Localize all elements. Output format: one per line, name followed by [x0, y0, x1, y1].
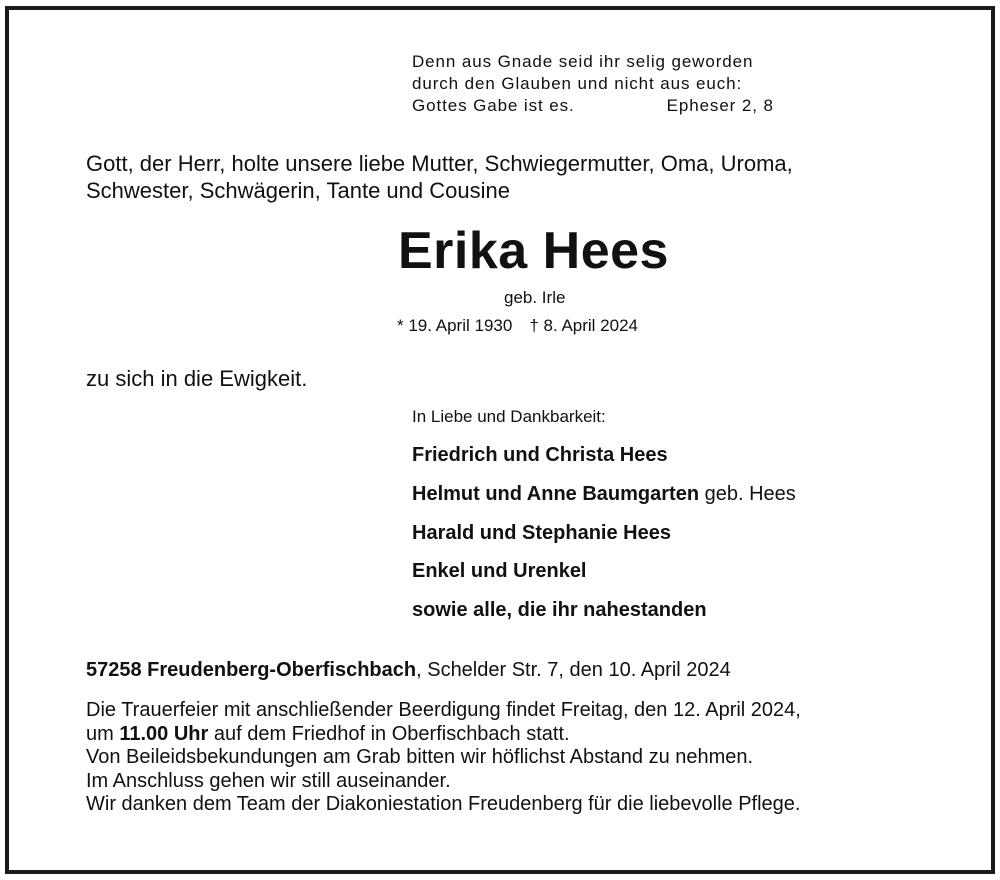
- mourner-3: Harald und Stephanie Hees: [412, 522, 671, 544]
- mourner-2: [412, 483, 796, 506]
- death-date: † 8. April 2024: [529, 316, 639, 335]
- details-line-4: Im Anschluss gehen wir still auseinander.: [86, 769, 451, 792]
- verse-text-3: Gottes Gabe ist es.: [412, 96, 575, 115]
- mourners-heading: In Liebe und Dankbarkeit:: [412, 407, 606, 426]
- verse-line-3: [412, 95, 774, 117]
- mourner-1: Friedrich und Christa Hees: [412, 444, 668, 466]
- bible-verse: [412, 51, 774, 117]
- verse-reference: Epheser 2, 8: [666, 96, 774, 115]
- life-dates: [397, 316, 638, 336]
- details-line-2-pre: um: [86, 722, 120, 745]
- deceased-name: Erika Hees: [398, 222, 669, 280]
- intro-text: [86, 150, 793, 204]
- details-line-2: [86, 723, 801, 747]
- maiden-name: geb. Irle: [504, 288, 566, 307]
- intro-line-1: Gott, der Herr, holte unsere liebe Mutter, Schwiegermutter, Oma, Uroma,: [86, 151, 793, 176]
- eternity-line: zu sich in die Ewigkeit.: [86, 366, 308, 391]
- details-line-2-post: auf dem Friedhof in Oberfischbach statt.: [208, 722, 570, 745]
- address-place: 57258 Freudenberg-Oberfischbach: [86, 659, 417, 681]
- birth-date: * 19. April 1930: [397, 316, 513, 335]
- address-line: [86, 659, 731, 682]
- mourner-4: Enkel und Urenkel: [412, 560, 587, 582]
- details-line-3: Von Beileidsbekundungen am Grab bitten wir höflichst Abstand zu nehmen.: [86, 746, 754, 768]
- mourner-2-maiden: geb. Hees: [699, 483, 796, 505]
- funeral-details: [86, 699, 801, 817]
- funeral-time: 11.00 Uhr: [119, 722, 209, 745]
- details-line-1: Die Trauerfeier mit anschließender Beerdigung findet Freitag, den 12. April 2024,: [86, 699, 801, 721]
- mourner-5: sowie alle, die ihr nahestanden: [412, 599, 707, 621]
- address-rest: , Schelder Str. 7, den 10. April 2024: [416, 659, 731, 681]
- obituary-notice: [5, 6, 995, 874]
- intro-line-2: Schwester, Schwägerin, Tante und Cousine: [86, 178, 510, 203]
- verse-line-2: durch den Glauben und nicht aus euch:: [412, 74, 743, 93]
- mourner-2-name: Helmut und Anne Baumgarten: [412, 483, 700, 505]
- details-line-5: Wir danken dem Team der Diakoniestation Freudenberg für die liebevolle Pflege.: [86, 793, 801, 815]
- verse-line-1: Denn aus Gnade seid ihr selig geworden: [412, 52, 754, 71]
